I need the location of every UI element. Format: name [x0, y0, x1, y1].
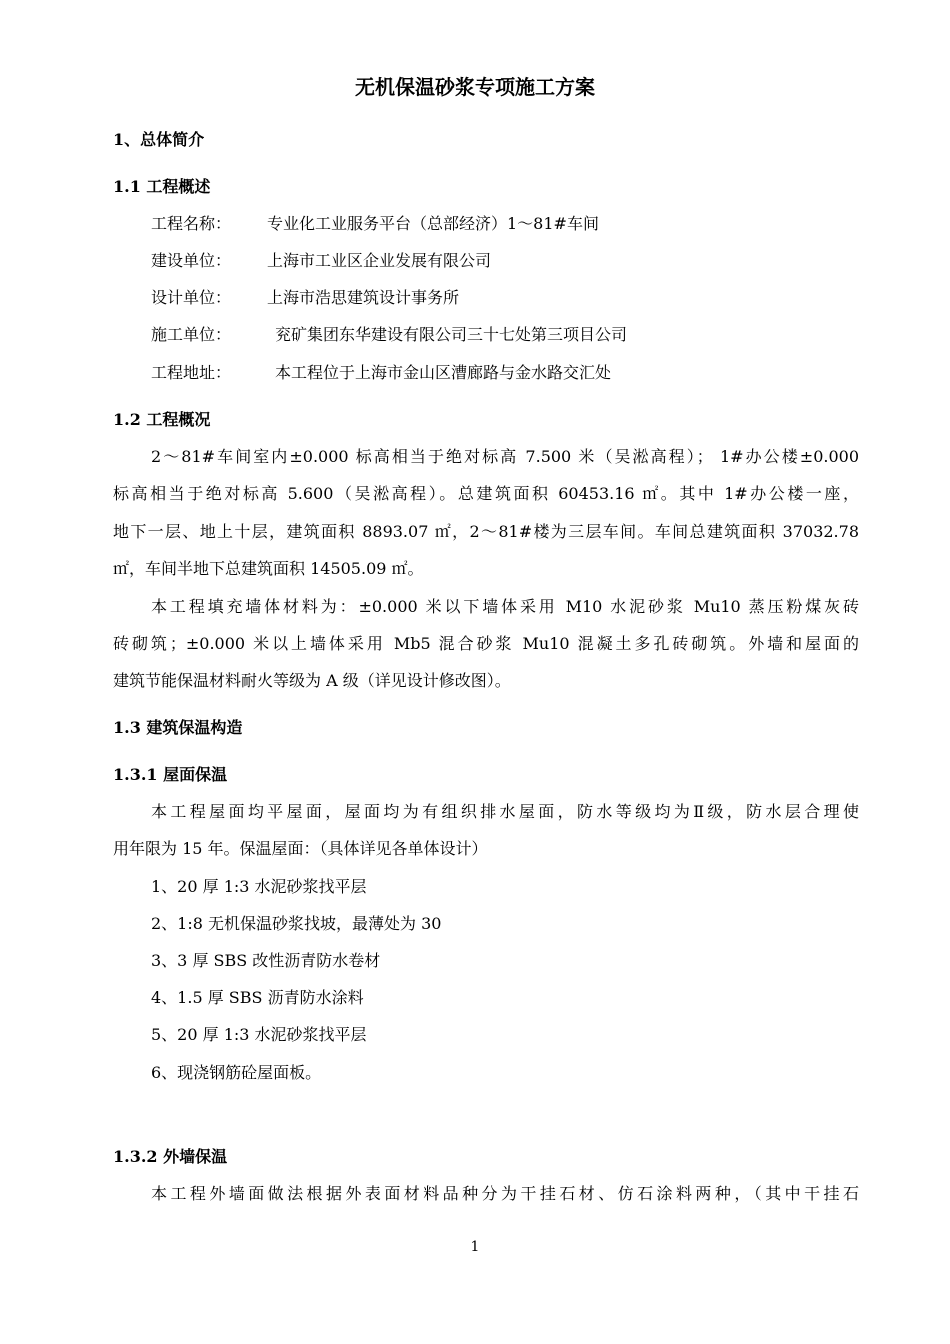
roof-paragraph-line-2: 用年限为 15 年。保温屋面：（具体详见各单体设计） [113, 839, 488, 858]
client-label: 建设单位： [151, 251, 232, 270]
wall-paragraph-line-1: 本工程外墙面做法根据外表面材料品种分为干挂石材、仿石涂料两种，（其中干挂石 [151, 1184, 859, 1203]
section-heading-1-2: 1.2 工程概况 [113, 410, 211, 429]
address-value: 本工程位于上海市金山区漕廊路与金水路交汇处 [275, 363, 612, 382]
page-number: 1 [470, 1239, 480, 1255]
roof-layer-item: 1、20 厚 1:3 水泥砂浆找平层 [151, 877, 367, 896]
project-name-label: 工程名称： [151, 214, 232, 233]
section-heading-1-3-1: 1.3.1 屋面保温 [113, 765, 228, 784]
overview-paragraph-2-line-1: 本工程填充墙体材料为：±0.000 米以下墙体采用 M10 水泥砂浆 Mu10 蒸压粉煤灰砖 [151, 597, 859, 616]
address-label: 工程地址： [151, 363, 232, 382]
roof-layer-item: 2、1:8 无机保温砂浆找坡，最薄处为 30 [151, 914, 442, 933]
roof-layer-item: 4、1.5 厚 SBS 沥青防水涂料 [151, 988, 364, 1007]
roof-paragraph-line-1: 本工程屋面均平屋面，屋面均为有组织排水屋面，防水等级均为Ⅱ级，防水层合理使 [151, 802, 859, 821]
designer-value: 上海市浩思建筑设计事务所 [267, 288, 460, 307]
overview-paragraph-2-line-3: 建筑节能保温材料耐火等级为 A 级（详见设计修改图）。 [113, 671, 511, 690]
overview-paragraph-2-line-2: 砖砌筑；±0.000 米以上墙体采用 Mb5 混合砂浆 Mu10 混凝土多孔砖砌筑。外墙和屋面的 [113, 634, 859, 653]
contractor-value: 兖矿集团东华建设有限公司三十七处第三项目公司 [275, 325, 628, 344]
overview-paragraph-1-line-3: 地下一层、地上十层，建筑面积 8893.07 ㎡，2～81#楼为三层车间。车间总建筑面积 37032.78 [113, 522, 859, 541]
overview-paragraph-1-line-1: 2～81#车间室内±0.000 标高相当于绝对标高 7.500 米（吴淞高程）； 1#办公楼±0.000 [151, 447, 859, 466]
section-heading-1-3: 1.3 建筑保温构造 [113, 718, 243, 737]
roof-layer-item: 6、现浇钢筋砼屋面板。 [151, 1063, 322, 1082]
section-heading-1: 1、总体简介 [113, 130, 205, 149]
client-value: 上海市工业区企业发展有限公司 [267, 251, 492, 270]
roof-layer-item: 5、20 厚 1:3 水泥砂浆找平层 [151, 1025, 367, 1044]
contractor-label: 施工单位： [151, 325, 232, 344]
section-heading-1-3-2: 1.3.2 外墙保温 [113, 1147, 228, 1166]
document-title: 无机保温砂浆专项施工方案 [355, 75, 595, 99]
roof-layer-item: 3、3 厚 SBS 改性沥青防水卷材 [151, 951, 381, 970]
overview-paragraph-1-line-2: 标高相当于绝对标高 5.600（吴淞高程）。总建筑面积 60453.16 ㎡。其中 1#办公楼一座， [113, 484, 859, 503]
project-name-value: 专业化工业服务平台（总部经济）1～81#车间 [267, 214, 599, 233]
section-heading-1-1: 1.1 工程概述 [113, 177, 211, 196]
overview-paragraph-1-line-4: ㎡，车间半地下总建筑面积 14505.09 ㎡。 [113, 559, 424, 578]
designer-label: 设计单位： [151, 288, 232, 307]
